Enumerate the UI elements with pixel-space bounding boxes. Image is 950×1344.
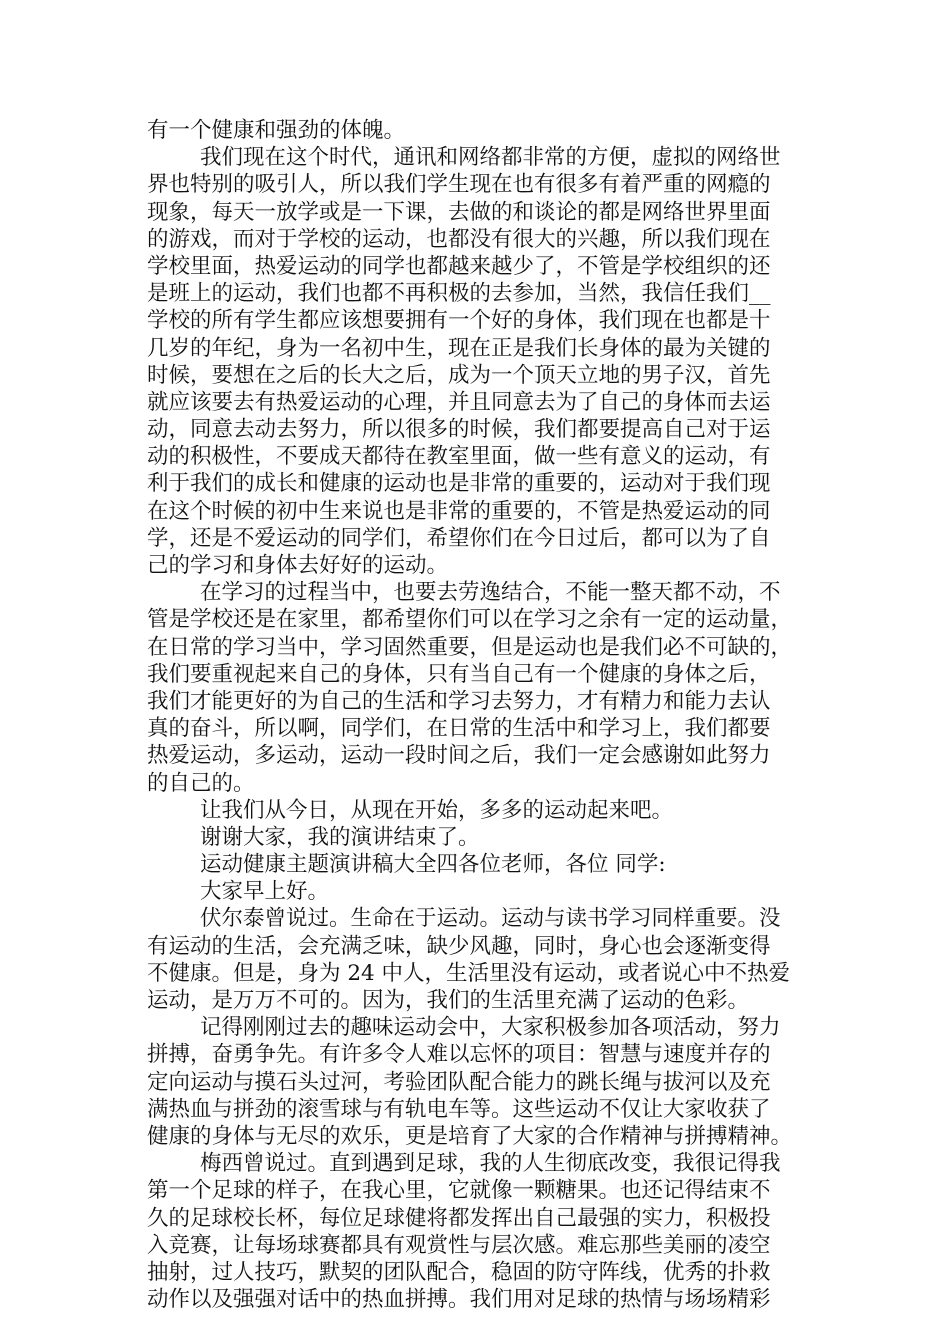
text-line: 久的足球校长杯，每位足球健将都发挥出自己最强的实力，积极投 [147,1205,771,1231]
text-line: 入竞赛，让每场球赛都具有观赏性与层次感。难忘那些美丽的凌空 [147,1232,771,1258]
text-line: 大家早上好。 [200,879,330,905]
text-line: 不健康。但是，身为 24 中人，生活里没有运动，或者说心中不热爱 [147,960,791,986]
text-line: 界也特别的吸引人，所以我们学生现在也有很多有着严重的网瘾的 [147,172,771,198]
text-line: 己的学习和身体去好好的运动。 [147,553,449,578]
text-line: 真的奋斗，所以啊，同学们，在日常的生活中和学习上，我们都要 [147,716,771,742]
text-line: 我们要重视起来自己的身体，只有当自己有一个健康的身体之后， [147,661,771,687]
text-line: 学校的所有学生都应该想要拥有一个好的身体，我们现在也都是十 [147,308,771,334]
text-line: 第一个足球的样子，在我心里，它就像一颗糖果。也还记得结束不 [147,1178,771,1204]
text-line: 管是学校还是在家里，都希望你们可以在学习之余有一定的运动量， [147,607,793,633]
text-line: 有运动的生活，会充满乏味，缺少风趣，同时，身心也会逐渐变得 [147,933,771,959]
text-line: 拼搏，奋勇争先。有许多令人难以忘怀的项目：智慧与速度并存的 [147,1042,771,1068]
text-line: 伏尔泰曾说过。生命在于运动。运动与读书学习同样重要。没 [200,906,781,932]
text-line: 学，还是不爱运动的同学们，希望你们在今日过后，都可以为了自 [147,525,771,551]
text-line: 几岁的年纪，身为一名初中生，现在正是我们长身体的最为关键的 [147,335,771,361]
text-line: 的游戏，而对于学校的运动，也都没有很大的兴趣，所以我们现在 [147,226,771,252]
text-line: 利于我们的成长和健康的运动也是非常的重要的，运动对于我们现 [147,471,771,497]
text-line: 运动，是万万不可的。因为，我们的生活里充满了运动的色彩。 [147,988,750,1013]
text-line: 抽射，过人技巧，默契的团队配合，稳固的防守阵线，优秀的扑救 [147,1259,771,1285]
text-line: 我们现在这个时代，通讯和网络都非常的方便，虚拟的网络世 [200,145,781,171]
text-line: 满热血与拼劲的滚雪球与有轨电车等。这些运动不仅让大家收获了 [147,1096,771,1122]
text-line: 热爱运动，多运动，运动一段时间之后，我们一定会感谢如此努力 [147,743,771,769]
text-line: 记得刚刚过去的趣味运动会中，大家积极参加各项活动，努力 [200,1015,781,1041]
text-line: 在日常的学习当中，学习固然重要，但是运动也是我们必不可缺的， [147,634,793,660]
text-line: 定向运动与摸石头过河，考验团队配合能力的跳长绳与拔河以及充 [147,1069,771,1095]
text-line: 在这个时候的初中生来说也是非常的重要的，不管是热爱运动的同 [147,498,771,524]
text-line: 的自己的。 [147,770,255,796]
text-line: 让我们从今日，从现在开始，多多的运动起来吧。 [200,797,674,823]
text-line: 时候，要想在之后的长大之后，成为一个顶天立地的男子汉，首先 [147,362,771,388]
text-line: 有一个健康和强劲的体魄。 [147,118,406,143]
text-line: 动作以及强强对话中的热血拼搏。我们用对足球的热情与场场精彩 [147,1287,771,1313]
text-line: 在学习的过程当中，也要去劳逸结合，不能一整天都不动，不 [200,580,781,606]
text-line: 谢谢大家，我的演讲结束了。 [200,824,480,850]
text-line: 现象，每天一放学或是一下课，去做的和谈论的都是网络世界里面 [147,199,771,225]
text-line: 学校里面，热爱运动的同学也都越来越少了，不管是学校组织的还 [147,253,771,279]
text-line: 就应该要去有热爱运动的心理，并且同意去为了自己的身体而去运 [147,389,771,415]
text-line: 动，同意去动去努力，所以很多的时候，我们都要提高自己对于运 [147,417,771,443]
text-line: 是班上的运动，我们也都不再积极的去参加，当然，我信任我们__ [147,281,771,307]
text-line: 健康的身体与无尽的欢乐，更是培育了大家的合作精神与拼搏精神。 [147,1123,793,1149]
text-line: 梅西曾说过。直到遇到足球，我的人生彻底改变，我很记得我 [200,1151,781,1177]
text-line: 我们才能更好的为自己的生活和学习去努力，才有精力和能力去认 [147,688,771,714]
text-line: 动的积极性，不要成天都待在教室里面，做一些有意义的运动，有 [147,444,771,470]
document-body [147,117,817,1313]
text-line: 运动健康主题演讲稿大全四各位老师，各位 同学: [200,852,666,878]
